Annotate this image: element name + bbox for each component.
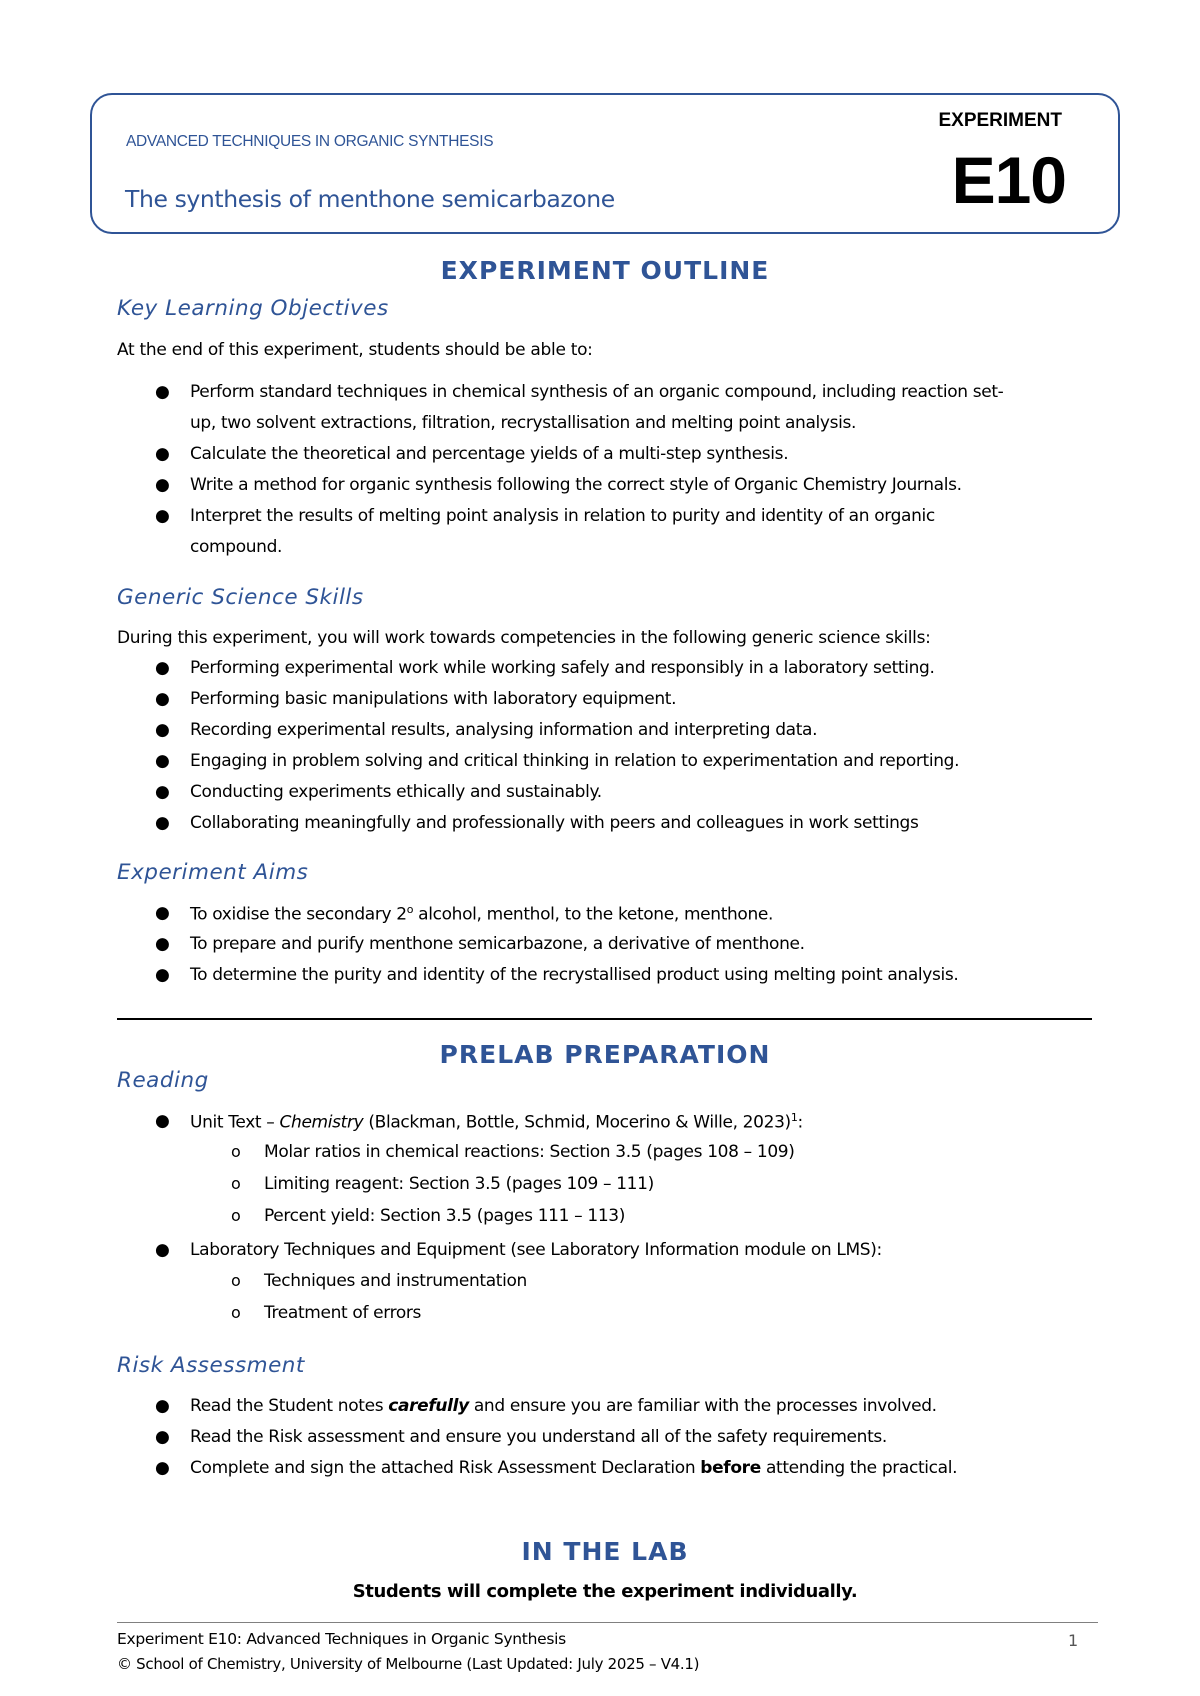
objectives-intro: At the end of this experiment, students should be able to: <box>117 340 593 360</box>
bullet-icon: ● <box>155 444 170 464</box>
bullet-icon: ● <box>155 1458 170 1478</box>
bullet-icon: ● <box>155 382 170 402</box>
bullet-icon: ● <box>155 965 170 985</box>
list-item: ● Complete and sign the attached Risk Assessment Declaration before attending the practical. <box>155 1458 958 1478</box>
bullet-icon: ● <box>155 475 170 495</box>
experiment-title: The synthesis of menthone semicarbazone <box>125 185 615 213</box>
sub-list-item: o Treatment of errors <box>231 1303 422 1323</box>
section-divider <box>117 1018 1092 1020</box>
lab-note: Students will complete the experiment individually. <box>352 1581 858 1602</box>
circle-bullet-icon: o <box>231 1206 241 1225</box>
bullet-icon: ● <box>155 1111 170 1131</box>
list-item: ● Unit Text – Chemistry (Blackman, Bottle, Schmid, Mocerino & Wille, 2023)$^1$: <box>155 1111 803 1133</box>
list-item: ● To determine the purity and identity of the recrystallised product using melting point analysis. <box>155 965 959 985</box>
aims-heading: Experiment Aims <box>117 860 309 885</box>
list-item: ● Engaging in problem solving and critical thinking in relation to experimentation and reporting. <box>155 751 960 771</box>
list-item: ● To oxidise the secondary 2$^o$ alcohol, menthol, to the ketone, menthone. <box>155 903 774 925</box>
bullet-icon: ● <box>155 934 170 954</box>
lab-heading: IN THE LAB <box>521 1537 689 1566</box>
sub-list-item: o Molar ratios in chemical reactions: Section 3.5 (pages 108 – 109) <box>231 1142 795 1162</box>
circle-bullet-icon: o <box>231 1303 241 1322</box>
bullet-icon: ● <box>155 658 170 678</box>
bullet-icon: ● <box>155 1240 170 1260</box>
list-item-continuation: compound. <box>190 537 283 557</box>
footer-divider <box>117 1622 1098 1623</box>
list-item-continuation: up, two solvent extractions, filtration, recrystallisation and melting point analysis. <box>190 413 857 433</box>
bullet-icon: ● <box>155 1427 170 1447</box>
aims-list <box>0 903 1090 996</box>
reading-heading: Reading <box>117 1068 209 1093</box>
course-title: ADVANCED TECHNIQUES IN ORGANIC SYNTHESIS <box>126 133 494 150</box>
list-item: ● Read the Risk assessment and ensure you understand all of the safety requirements. <box>155 1427 887 1447</box>
list-item: ● Perform standard techniques in chemical synthesis of an organic compound, including reaction set- <box>155 382 1004 402</box>
outline-heading: EXPERIMENT OUTLINE <box>440 256 770 285</box>
list-item: ● Interpret the results of melting point analysis in relation to purity and identity of an organic <box>155 506 935 526</box>
list-item: ● Conducting experiments ethically and sustainably. <box>155 782 602 802</box>
experiment-code: E10 <box>951 143 1066 217</box>
footer-copyright: © School of Chemistry, University of Melbourne (Last Updated: July 2025 – V4.1) <box>117 1655 700 1673</box>
bullet-icon: ● <box>155 782 170 802</box>
list-item: ● Performing experimental work while working safely and responsibly in a laboratory setting. <box>155 658 935 678</box>
bullet-icon: ● <box>155 506 170 526</box>
list-item: ● Read the Student notes carefully and ensure you are familiar with the processes involved. <box>155 1396 937 1416</box>
footer-title: Experiment E10: Advanced Techniques in Organic Synthesis <box>117 1630 566 1648</box>
risk-heading: Risk Assessment <box>117 1353 305 1378</box>
sub-list-item: o Techniques and instrumentation <box>231 1271 527 1291</box>
prelab-heading: PRELAB PREPARATION <box>439 1040 771 1069</box>
reading-list <box>0 1111 1090 1335</box>
bullet-icon: ● <box>155 689 170 709</box>
list-item: ● Collaborating meaningfully and professionally with peers and colleagues in work settings <box>155 813 919 833</box>
circle-bullet-icon: o <box>231 1271 241 1290</box>
experiment-header <box>90 93 1120 234</box>
skills-intro: During this experiment, you will work towards competencies in the following generic science skills: <box>117 628 931 648</box>
list-item: ● Laboratory Techniques and Equipment (see Laboratory Information module on LMS): <box>155 1240 882 1260</box>
bullet-icon: ● <box>155 720 170 740</box>
bullet-icon: ● <box>155 751 170 771</box>
risk-list <box>0 1396 1090 1489</box>
list-item: ● Recording experimental results, analysing information and interpreting data. <box>155 720 818 740</box>
skills-list <box>0 658 1090 844</box>
bullet-icon: ● <box>155 813 170 833</box>
list-item: ● Performing basic manipulations with laboratory equipment. <box>155 689 677 709</box>
sub-list-item: o Percent yield: Section 3.5 (pages 111 – 113) <box>231 1206 626 1226</box>
list-item: ● Calculate the theoretical and percentage yields of a multi-step synthesis. <box>155 444 789 464</box>
bullet-icon: ● <box>155 1396 170 1416</box>
bullet-icon: ● <box>155 903 170 923</box>
sub-list-item: o Limiting reagent: Section 3.5 (pages 109 – 111) <box>231 1174 654 1194</box>
objectives-list <box>0 382 1090 568</box>
circle-bullet-icon: o <box>231 1142 241 1161</box>
experiment-label: EXPERIMENT <box>938 110 1062 131</box>
list-item: ● Write a method for organic synthesis following the correct style of Organic Chemistry Journals. <box>155 475 962 495</box>
objectives-heading: Key Learning Objectives <box>117 296 389 321</box>
circle-bullet-icon: o <box>231 1174 241 1193</box>
skills-heading: Generic Science Skills <box>117 585 364 610</box>
page-number: 1 <box>1068 1631 1079 1650</box>
list-item: ● To prepare and purify menthone semicarbazone, a derivative of menthone. <box>155 934 805 954</box>
